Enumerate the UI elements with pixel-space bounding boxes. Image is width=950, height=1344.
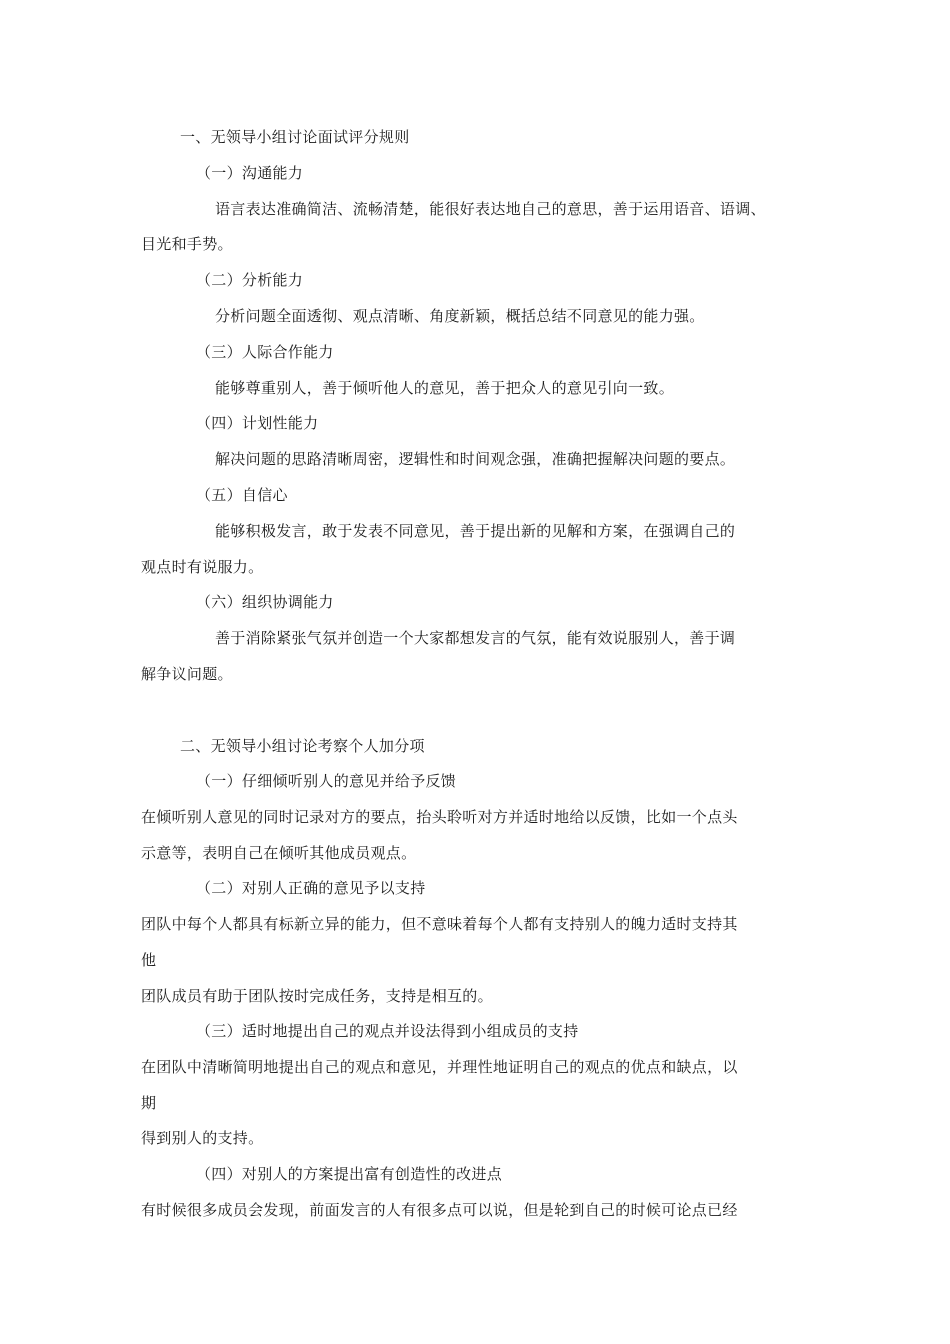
item-heading: （一）仔细倾听别人的意见并给予反馈 <box>196 772 457 790</box>
item-heading: （四）计划性能力 <box>196 414 319 432</box>
item-text: 有时候很多成员会发现，前面发言的人有很多点可以说，但是轮到自己的时候可论点已经 <box>141 1201 738 1219</box>
item-heading: （二）分析能力 <box>196 271 304 289</box>
item-heading: （一）沟通能力 <box>196 164 304 182</box>
item-text: 能够积极发言，敢于发表不同意见，善于提出新的见解和方案，在强调自己的 <box>215 522 736 540</box>
item-text: 团队成员有助于团队按时完成任务，支持是相互的。 <box>141 987 493 1005</box>
item-text: 期 <box>141 1094 157 1112</box>
item-text: 能够尊重别人，善于倾听他人的意见，善于把众人的意见引向一致。 <box>215 379 675 397</box>
item-text: 得到别人的支持。 <box>141 1129 264 1147</box>
section-1-title: 一、无领导小组讨论面试评分规则 <box>180 128 410 146</box>
item-text: 语言表达准确简洁、流畅清楚，能很好表达地自己的意思，善于运用语音、语调、 <box>215 200 766 218</box>
item-text: 他 <box>141 951 157 969</box>
item-text: 在团队中清晰简明地提出自己的观点和意见，并理性地证明自己的观点的优点和缺点，以 <box>141 1058 738 1076</box>
item-heading: （五）自信心 <box>196 486 288 504</box>
item-text: 目光和手势。 <box>141 235 233 253</box>
item-heading: （三）适时地提出自己的观点并设法得到小组成员的支持 <box>196 1022 579 1040</box>
item-text: 观点时有说服力。 <box>141 558 264 576</box>
item-text: 解决问题的思路清晰周密，逻辑性和时间观念强，准确把握解决问题的要点。 <box>215 450 736 468</box>
item-text: 解争议问题。 <box>141 665 233 683</box>
item-text: 示意等，表明自己在倾听其他成员观点。 <box>141 844 417 862</box>
section-2-title: 二、无领导小组讨论考察个人加分项 <box>180 737 425 755</box>
item-text: 善于消除紧张气氛并创造一个大家都想发言的气氛，能有效说服别人，善于调 <box>215 629 736 647</box>
item-heading: （二）对别人正确的意见予以支持 <box>196 879 426 897</box>
item-heading: （六）组织协调能力 <box>196 593 334 611</box>
item-text: 团队中每个人都具有标新立异的能力，但不意味着每个人都有支持别人的魄力适时支持其 <box>141 915 738 933</box>
item-heading: （三）人际合作能力 <box>196 343 334 361</box>
item-heading: （四）对别人的方案提出富有创造性的改进点 <box>196 1165 503 1183</box>
item-text: 在倾听别人意见的同时记录对方的要点，抬头聆听对方并适时地给以反馈，比如一个点头 <box>141 808 738 826</box>
item-text: 分析问题全面透彻、观点清晰、角度新颖，概括总结不同意见的能力强。 <box>215 307 705 325</box>
